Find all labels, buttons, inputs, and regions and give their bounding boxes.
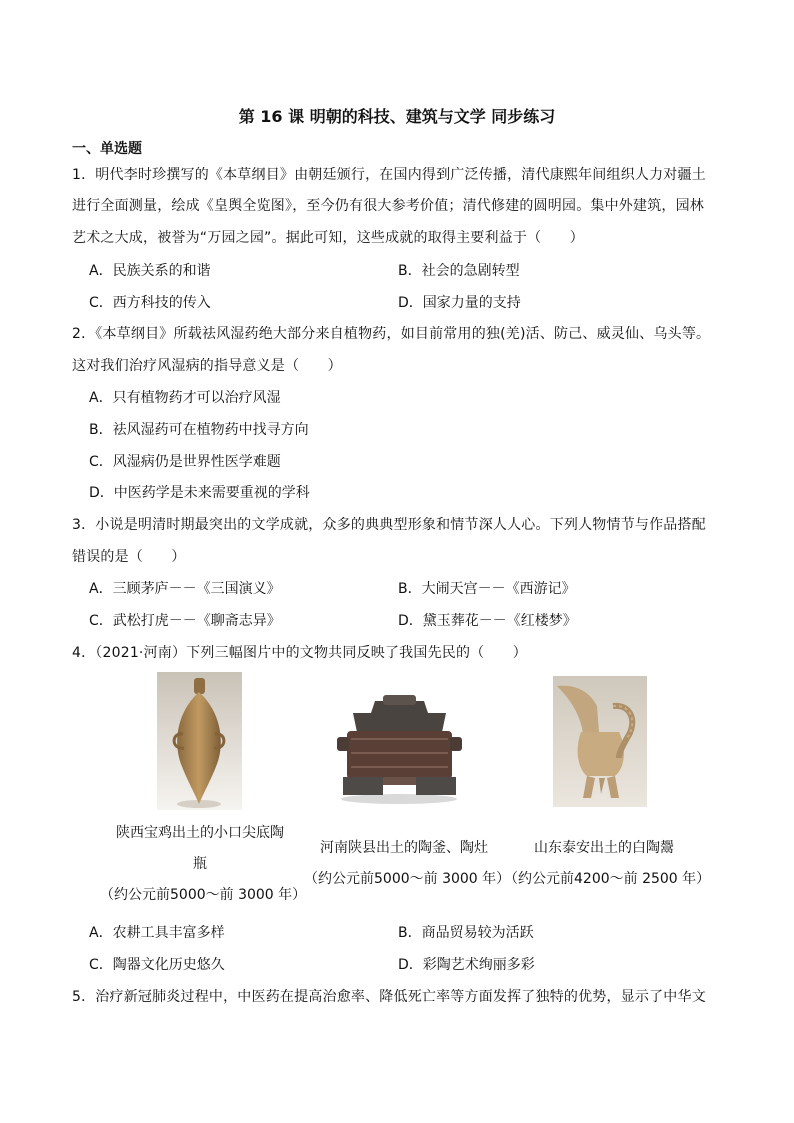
caption-date: （约公元前5000～前 3000 年） <box>304 871 511 887</box>
q3-option-c[interactable]: C．武松打虎－－《聊斋志异》 <box>89 613 281 629</box>
q4-option-c[interactable]: C．陶器文化历史悠久 <box>89 957 225 973</box>
q1-stem-line: 艺术之大成，被誉为“万园之园”。据此可知，这些成就的取得主要利益于（ ） <box>72 230 584 246</box>
q1-stem-line: 进行全面测量，绘成《皇舆全览图》，至今仍有很大参考价值；清代修建的圆明园。集中外建筑，园林 <box>72 198 704 214</box>
q1-option-a[interactable]: A．民族关系的和谐 <box>89 263 211 279</box>
white-pottery-gui-image <box>553 676 647 807</box>
caption-date: （约公元前4200～前 2500 年） <box>504 871 711 887</box>
q2-option-c[interactable]: C．风湿病仍是世界性医学难题 <box>89 454 281 470</box>
q4-stem: 4．（2021·河南）下列三幅图片中的文物共同反映了我国先民的（ ） <box>72 645 527 661</box>
q4-option-a[interactable]: A．农耕工具丰富多样 <box>89 925 225 941</box>
q1-option-c[interactable]: C．西方科技的传入 <box>89 295 211 311</box>
caption-date: （约公元前5000～前 3000 年） <box>100 887 307 903</box>
q1-option-b[interactable]: B．社会的急剧转型 <box>398 263 520 279</box>
q2-stem-line: 2．《本草纲目》所载祛风湿药绝大部分来自植物药，如目前常用的独(羌)活、防己、威灵仙、乌头等。 <box>72 326 711 342</box>
caption-pottery-bottle <box>100 818 307 911</box>
q3-option-d[interactable]: D．黛玉葬花－－《红楼梦》 <box>398 613 577 629</box>
q2-option-a[interactable]: A．只有植物药才可以治疗风湿 <box>89 390 281 406</box>
q2-option-d[interactable]: D．中医药学是未来需要重视的学科 <box>89 485 310 501</box>
page-title: 第 16 课 明朝的科技、建筑与文学 同步练习 <box>238 107 556 126</box>
q3-option-a[interactable]: A．三顾茅庐－－《三国演义》 <box>89 581 281 597</box>
q3-stem-line: 错误的是（ ） <box>72 549 186 565</box>
pottery-pot-stove-image <box>333 679 466 807</box>
caption-pottery-pot-stove <box>304 833 511 895</box>
caption-line: 陕西宝鸡出土的小口尖底陶 <box>116 825 284 841</box>
q4-option-b[interactable]: B．商品贸易较为活跃 <box>398 925 534 941</box>
section-heading: 一、单选题 <box>72 141 142 157</box>
q3-option-b[interactable]: B．大闹天宫－－《西游记》 <box>398 581 576 597</box>
caption-line: 河南陕县出土的陶釜、陶灶 <box>320 840 488 856</box>
caption-line: 山东泰安出土的白陶鬶 <box>534 840 674 856</box>
q2-option-b[interactable]: B．祛风湿药可在植物药中找寻方向 <box>89 422 309 438</box>
pottery-bottle-image <box>157 672 242 810</box>
q3-stem-line: 3．小说是明清时期最突出的文学成就，众多的典典型形象和情节深人人心。下列人物情节与作品搭配 <box>72 517 706 533</box>
caption-white-pottery-gui <box>504 833 711 895</box>
q1-option-d[interactable]: D．国家力量的支持 <box>398 295 521 311</box>
caption-line: 瓶 <box>193 856 207 872</box>
q4-option-d[interactable]: D．彩陶艺术绚丽多彩 <box>398 957 535 973</box>
q5-stem: 5．治疗新冠肺炎过程中，中医药在提高治愈率、降低死亡率等方面发挥了独特的优势，显示了中华文 <box>72 989 706 1005</box>
q2-stem-line: 这对我们治疗风湿病的指导意义是（ ） <box>72 358 342 374</box>
q1-stem-line: 1．明代李时珍撰写的《本草纲目》由朝廷颁行，在国内得到广泛传播，清代康熙年间组织人力对疆土 <box>72 167 706 183</box>
